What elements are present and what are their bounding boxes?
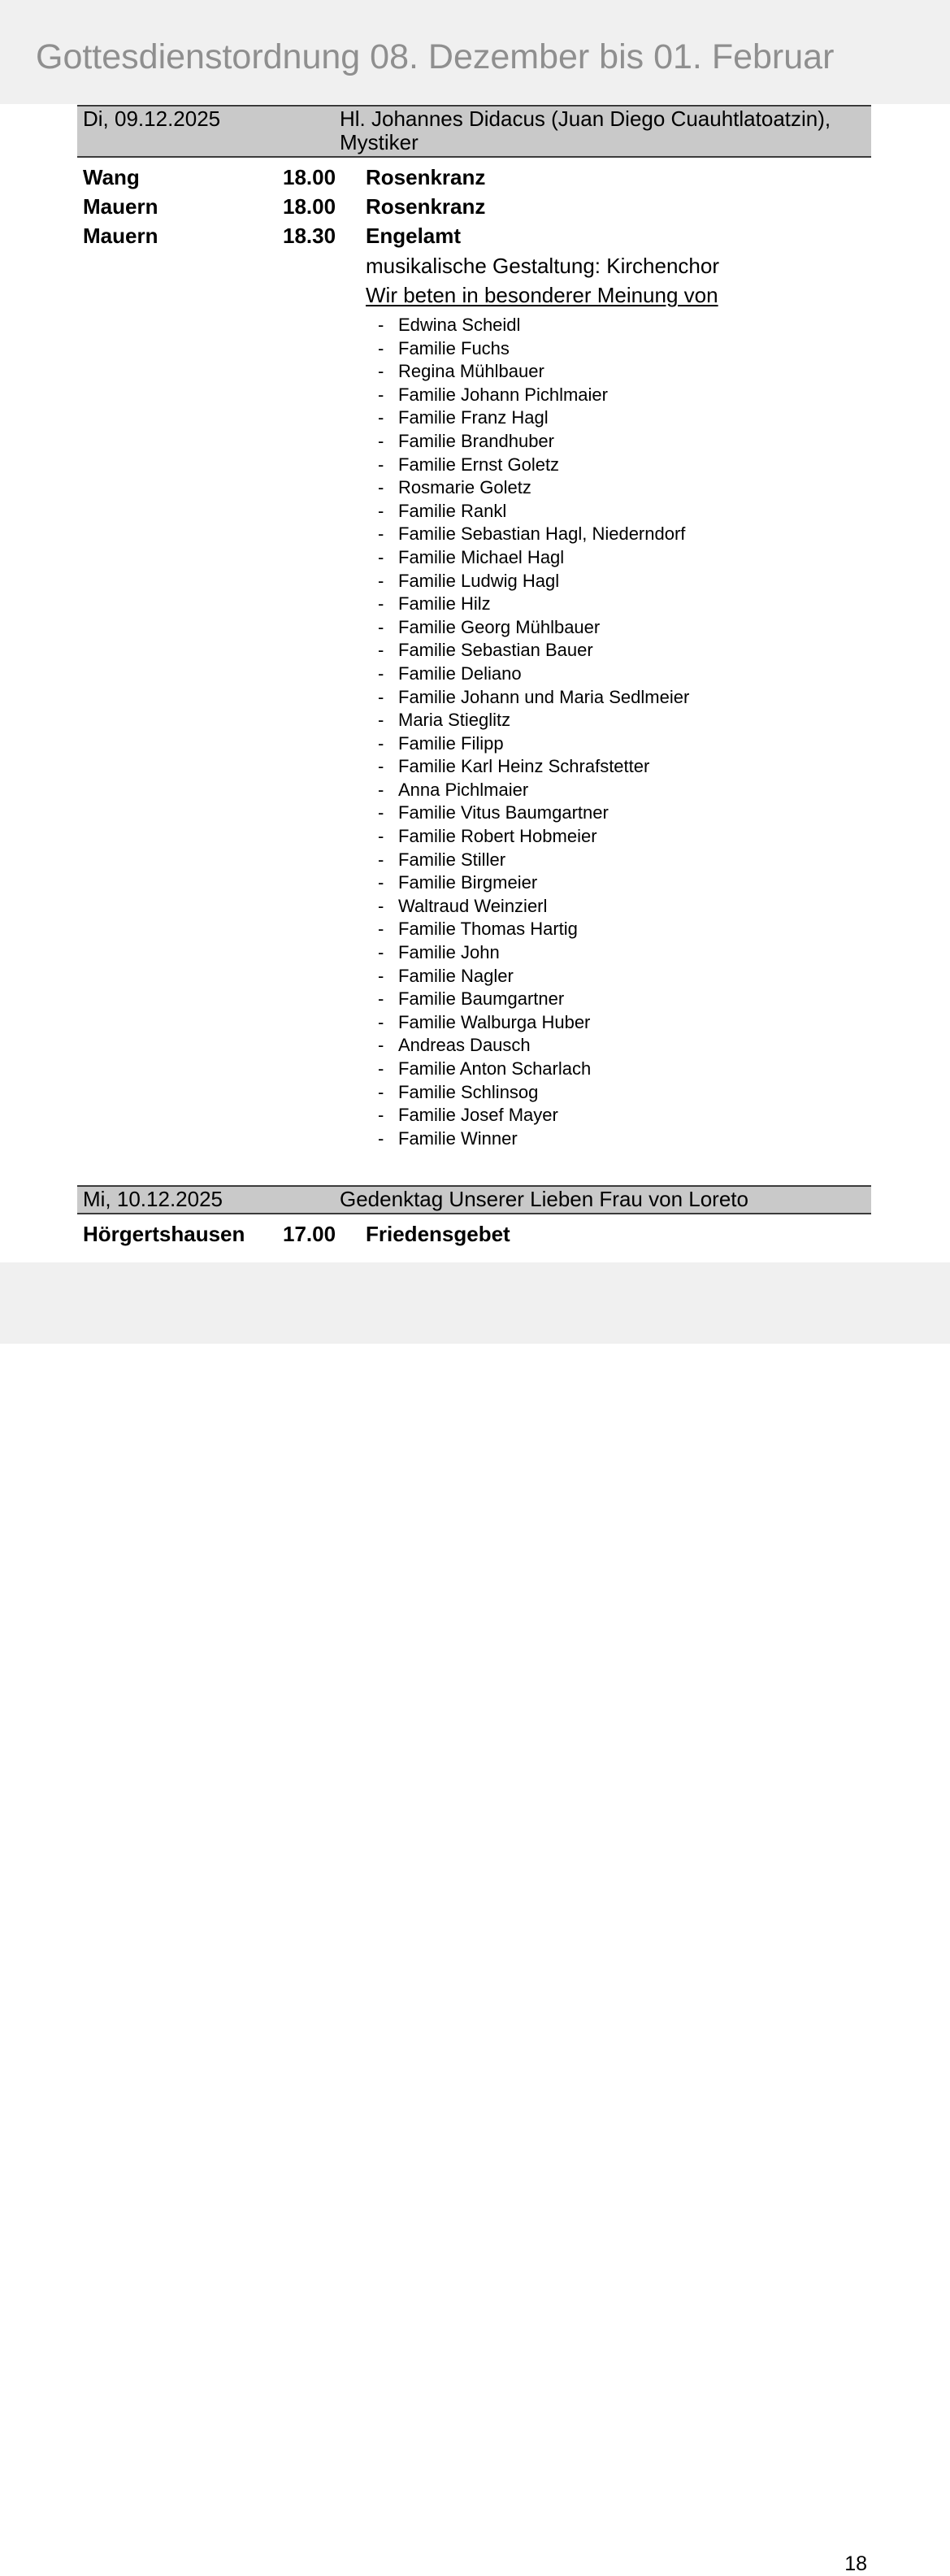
service-title: Rosenkranz xyxy=(366,165,486,189)
intention-name: Familie Ernst Goletz xyxy=(398,454,560,475)
day-header-row xyxy=(77,105,871,158)
list-dash: - xyxy=(378,988,384,1010)
header-band xyxy=(0,0,950,104)
list-dash: - xyxy=(378,361,384,382)
intention-item xyxy=(378,476,871,500)
feast-title xyxy=(340,1188,871,1211)
intention-name: Familie Vitus Baumgartner xyxy=(398,802,609,823)
list-dash: - xyxy=(378,919,384,940)
list-dash: - xyxy=(378,570,384,591)
intention-item xyxy=(378,709,871,732)
list-dash: - xyxy=(378,616,384,637)
list-dash: - xyxy=(378,662,384,684)
intention-item xyxy=(378,1034,871,1058)
list-dash: - xyxy=(378,546,384,567)
service-row xyxy=(83,221,871,250)
list-dash: - xyxy=(378,477,384,498)
intention-name: Waltraud Weinzierl xyxy=(398,895,548,916)
service-row xyxy=(83,192,871,221)
list-dash: - xyxy=(378,384,384,405)
intention-name: Familie Deliano xyxy=(398,662,522,684)
intention-item xyxy=(378,523,871,546)
intention-item xyxy=(378,616,871,640)
intention-name: Familie Brandhuber xyxy=(398,430,554,451)
feast-title xyxy=(340,107,871,154)
service-place: Wang xyxy=(83,165,140,189)
feast-line: Hl. Johannes Didacus (Juan Diego Cuauhtlatoatzin), xyxy=(340,106,831,131)
intention-name: Edwina Scheidl xyxy=(398,315,521,335)
service-place: Mauern xyxy=(83,224,158,248)
intention-name: Familie Hilz xyxy=(398,593,491,615)
list-dash: - xyxy=(378,1035,384,1056)
list-dash: - xyxy=(378,1105,384,1126)
service-time: 17.00 xyxy=(283,1222,336,1247)
day-section xyxy=(77,105,871,1150)
intention-name: Familie Josef Mayer xyxy=(398,1105,558,1126)
intention-name: Familie Johann Pichlmaier xyxy=(398,384,608,405)
intentions-heading: Wir beten in besonderer Meinung von xyxy=(366,283,718,307)
list-dash: - xyxy=(378,430,384,451)
intention-item xyxy=(378,825,871,849)
list-dash: - xyxy=(378,779,384,800)
intention-item xyxy=(378,593,871,616)
intention-item xyxy=(378,546,871,570)
feast-line: Gedenktag Unserer Lieben Frau von Loreto xyxy=(340,1187,748,1212)
intention-item xyxy=(378,384,871,407)
list-dash: - xyxy=(378,454,384,475)
intention-item xyxy=(378,454,871,477)
intention-item xyxy=(378,871,871,895)
service-schedule xyxy=(77,105,871,1249)
list-dash: - xyxy=(378,593,384,615)
day-date: Di, 09.12.2025 xyxy=(83,106,221,131)
list-dash: - xyxy=(378,315,384,335)
service-place: Hörgertshausen xyxy=(83,1222,245,1247)
intention-item xyxy=(378,965,871,988)
intention-name: Familie Karl Heinz Schrafstetter xyxy=(398,756,650,777)
list-dash: - xyxy=(378,1081,384,1102)
list-dash: - xyxy=(378,407,384,428)
list-dash: - xyxy=(378,1011,384,1032)
list-dash: - xyxy=(378,895,384,916)
feast-line: Mystiker xyxy=(340,130,419,154)
intention-name: Familie Fuchs xyxy=(398,337,510,358)
list-dash: - xyxy=(378,732,384,754)
intention-name: Familie Anton Scharlach xyxy=(398,1058,592,1079)
list-dash: - xyxy=(378,965,384,986)
intention-name: Familie Walburga Huber xyxy=(398,1011,591,1032)
intention-name: Familie Birgmeier xyxy=(398,872,538,893)
list-dash: - xyxy=(378,942,384,963)
services-list xyxy=(77,1214,871,1249)
intention-item xyxy=(378,732,871,756)
services-list xyxy=(77,158,871,250)
intention-name: Anna Pichlmaier xyxy=(398,779,529,800)
list-dash: - xyxy=(378,640,384,661)
intention-name: Familie Georg Mühlbauer xyxy=(398,616,601,637)
page-title: Gottesdienstordnung 08. Dezember bis 01. Februar xyxy=(36,37,835,76)
intention-name: Familie Ludwig Hagl xyxy=(398,570,560,591)
intention-item xyxy=(378,1011,871,1035)
intention-item xyxy=(378,918,871,941)
intention-item xyxy=(378,1081,871,1105)
intention-name: Andreas Dausch xyxy=(398,1035,531,1056)
intention-name: Familie John xyxy=(398,942,500,963)
list-dash: - xyxy=(378,849,384,870)
intention-name: Familie Stiller xyxy=(398,849,506,870)
intention-name: Familie Thomas Hartig xyxy=(398,919,578,940)
list-dash: - xyxy=(378,826,384,847)
intention-item xyxy=(378,941,871,965)
intention-name: Familie Baumgartner xyxy=(398,988,565,1010)
intention-name: Familie Nagler xyxy=(398,965,514,986)
service-time: 18.30 xyxy=(283,224,336,248)
intention-item xyxy=(378,360,871,384)
page-number: 18 xyxy=(844,2552,867,2575)
intention-item xyxy=(378,779,871,802)
list-dash: - xyxy=(378,500,384,521)
intention-item xyxy=(378,988,871,1011)
intention-name: Rosmarie Goletz xyxy=(398,477,531,498)
intention-name: Familie Michael Hagl xyxy=(398,546,565,567)
service-title: Engelamt xyxy=(366,224,462,248)
intention-item xyxy=(378,406,871,430)
intention-name: Familie Robert Hobmeier xyxy=(398,826,597,847)
list-dash: - xyxy=(378,802,384,823)
list-dash: - xyxy=(378,523,384,545)
service-time: 18.00 xyxy=(283,165,336,189)
list-dash: - xyxy=(378,872,384,893)
intention-item xyxy=(378,500,871,523)
intention-name: Familie Rankl xyxy=(398,500,507,521)
footer-band xyxy=(0,1262,950,2575)
list-dash: - xyxy=(378,1127,384,1149)
service-place: Mauern xyxy=(83,194,158,219)
day-header-row xyxy=(77,1185,871,1214)
day-date: Mi, 10.12.2025 xyxy=(83,1187,223,1212)
intention-item xyxy=(378,570,871,593)
service-title: Rosenkranz xyxy=(366,194,486,219)
intention-item xyxy=(378,895,871,919)
intention-item xyxy=(378,801,871,825)
intention-item xyxy=(378,849,871,872)
list-dash: - xyxy=(378,686,384,707)
day-section xyxy=(77,1185,871,1249)
intention-name: Familie Filipp xyxy=(398,732,504,754)
intention-item xyxy=(378,639,871,662)
intentions-list xyxy=(77,314,871,1150)
intention-item xyxy=(378,662,871,686)
service-title: Friedensgebet xyxy=(366,1222,510,1247)
intention-name: Familie Winner xyxy=(398,1127,518,1149)
intention-name: Familie Sebastian Hagl, Niederndorf xyxy=(398,523,686,545)
intention-item xyxy=(378,686,871,710)
intention-name: Familie Franz Hagl xyxy=(398,407,549,428)
service-row xyxy=(83,163,871,192)
list-dash: - xyxy=(378,337,384,358)
intention-item xyxy=(378,1127,871,1151)
service-time: 18.00 xyxy=(283,194,336,219)
list-dash: - xyxy=(378,1058,384,1079)
intention-name: Regina Mühlbauer xyxy=(398,361,544,382)
service-row xyxy=(83,1219,871,1249)
intention-item xyxy=(378,1104,871,1127)
music-note: musikalische Gestaltung: Kirchenchor xyxy=(366,254,719,278)
intention-name: Familie Schlinsog xyxy=(398,1081,539,1102)
intention-name: Familie Johann und Maria Sedlmeier xyxy=(398,686,690,707)
intention-item xyxy=(378,314,871,337)
intention-name: Maria Stieglitz xyxy=(398,710,511,731)
list-dash: - xyxy=(378,756,384,777)
intention-name: Familie Sebastian Bauer xyxy=(398,640,593,661)
intention-item xyxy=(378,1058,871,1081)
intention-item xyxy=(378,430,871,454)
list-dash: - xyxy=(378,710,384,731)
intention-item xyxy=(378,755,871,779)
intention-item xyxy=(378,337,871,361)
